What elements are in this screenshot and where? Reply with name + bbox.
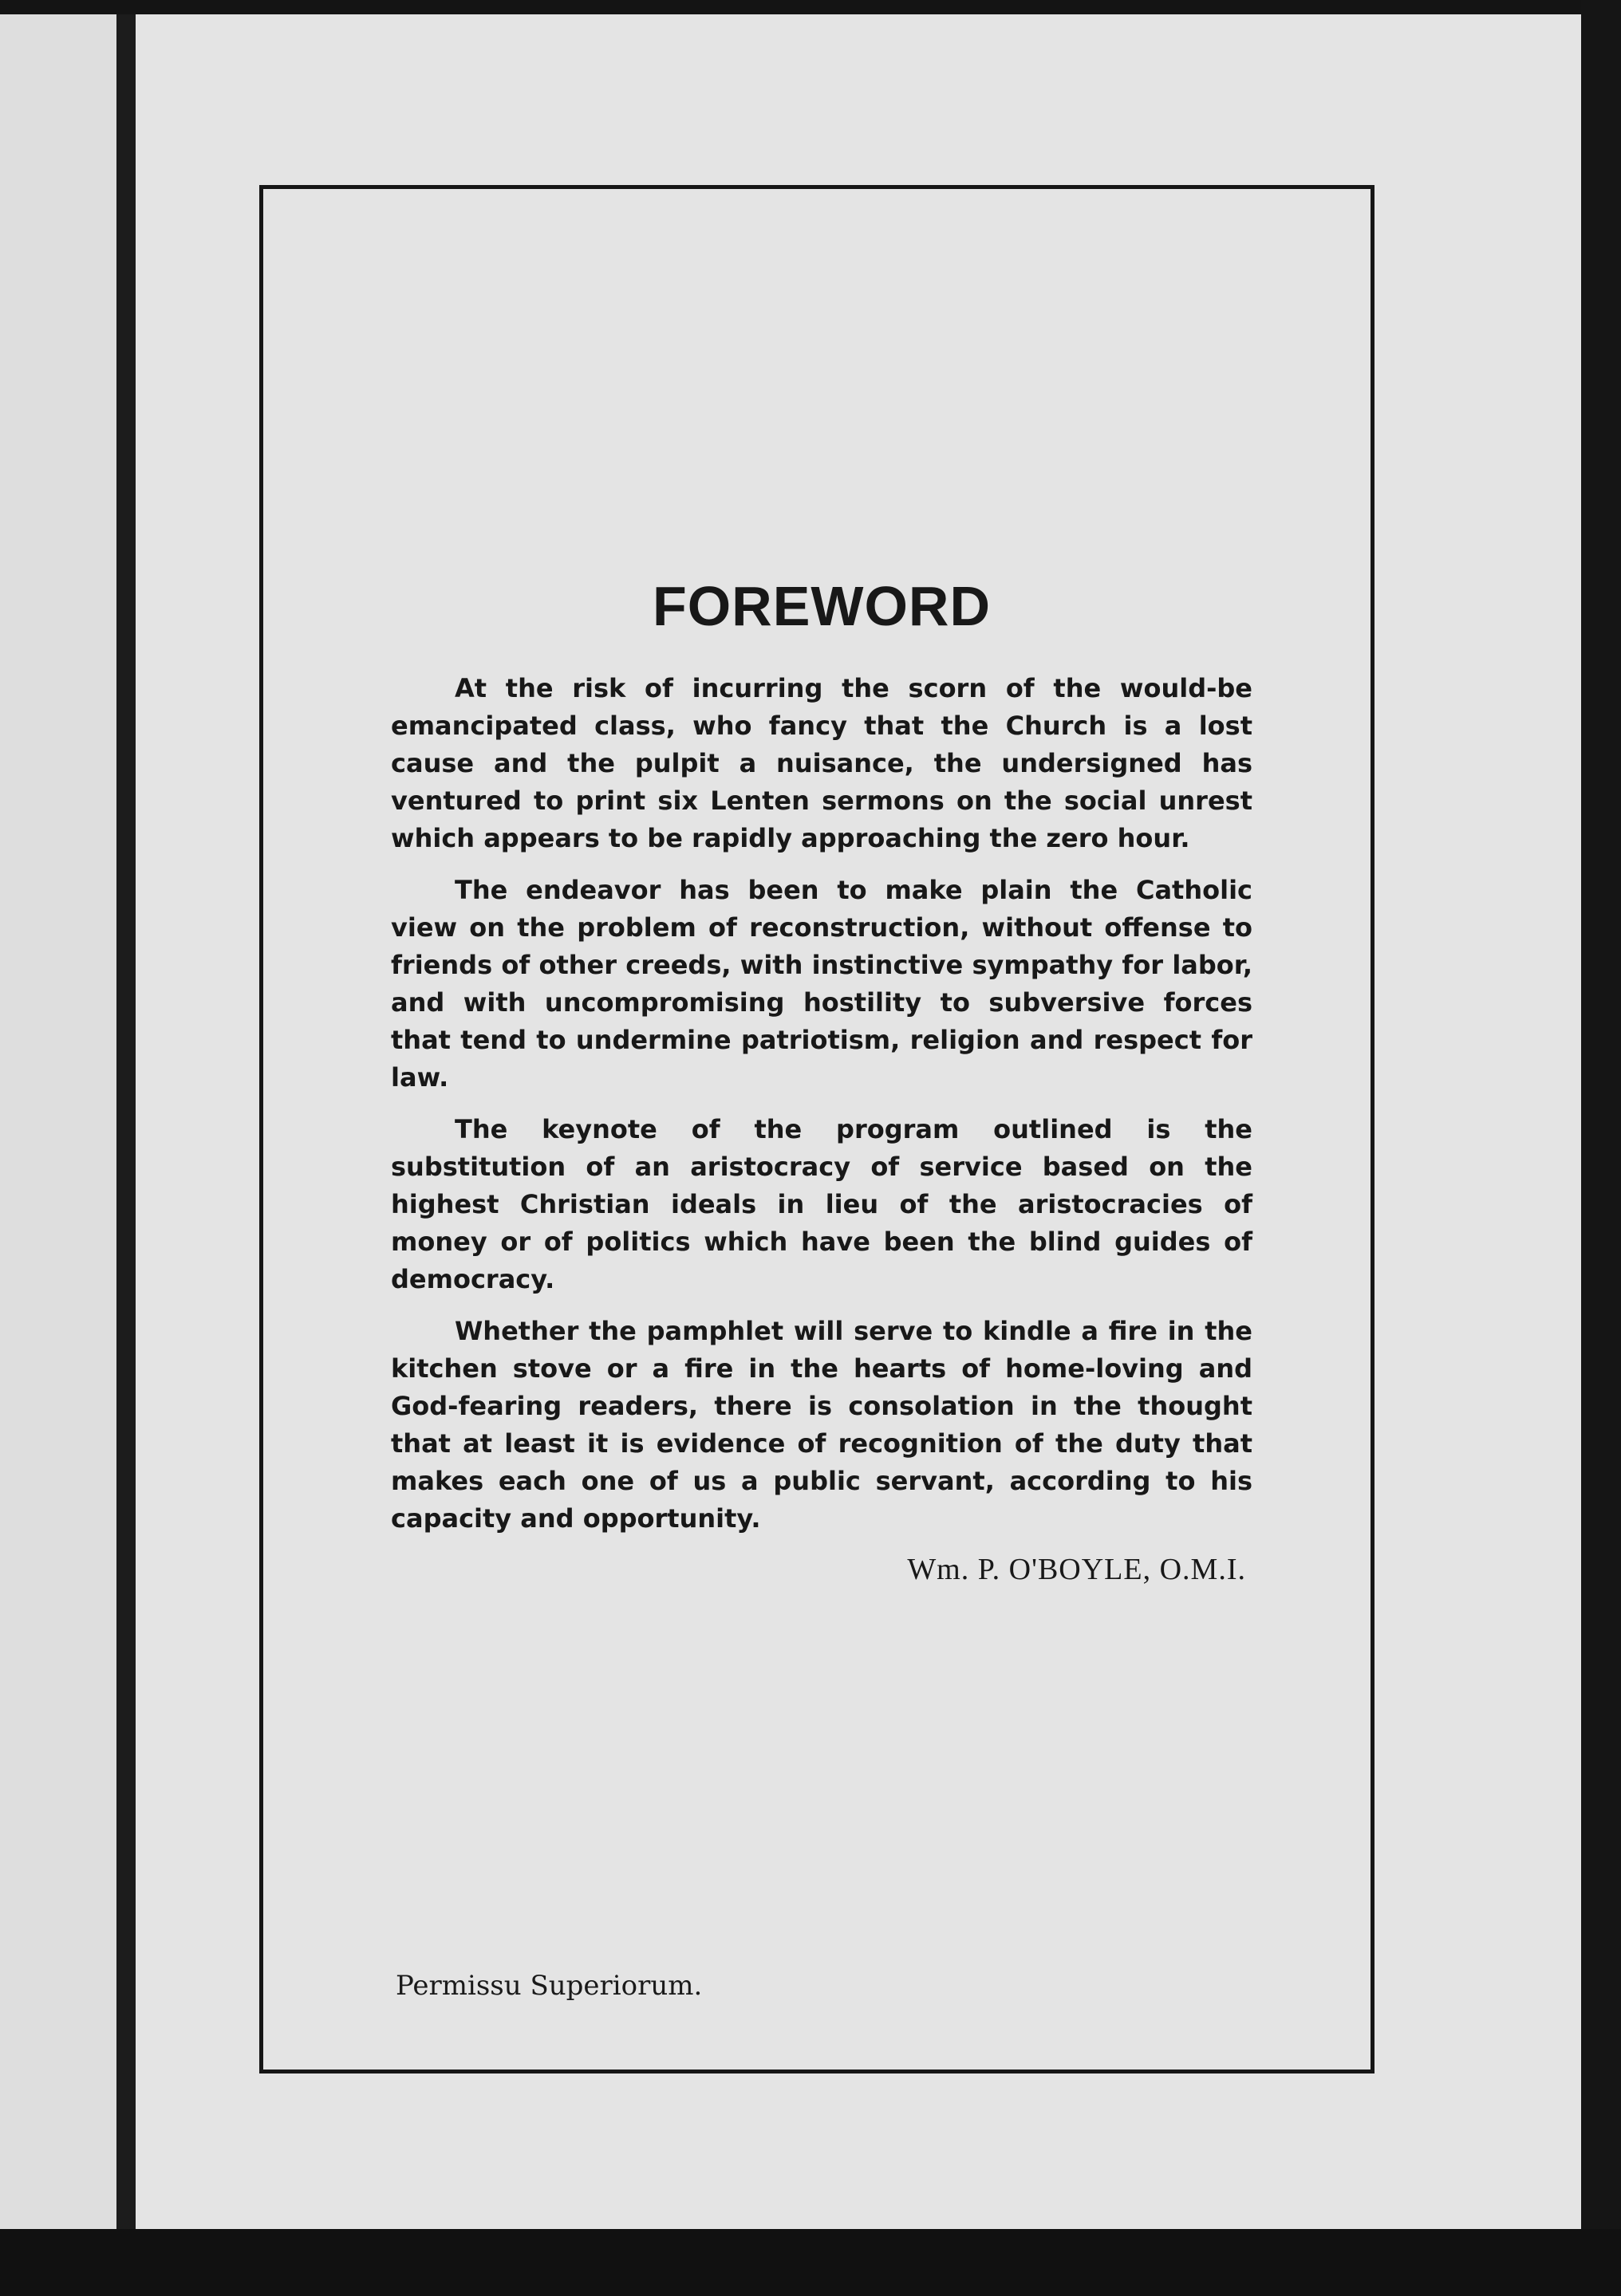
imprimatur-note: Permissu Superiorum. <box>396 1970 703 2002</box>
foreword-section <box>391 574 1252 1587</box>
binding-rule <box>116 14 136 2229</box>
paragraph-1: At the risk of incurring the scorn of the would-be emancipated class, who fancy that the Church is a lost cause and the pulpit a nuisance, the undersigned has ventured to print six Lenten sermons on the social unrest which appears to be rapidly approaching the zero hour. <box>391 673 1252 853</box>
page-title: FOREWORD <box>652 575 992 637</box>
facing-page-strip <box>0 14 118 2229</box>
paragraph-3: The keynote of the program outlined is the substitution of an aristocracy of service based on the highest Christian ideals in lieu of the aristocracies of money or of politics which have been the blind guides of democracy. <box>391 1114 1252 1294</box>
paragraph-2: The endeavor has been to make plain the Catholic view on the problem of reconstruction, without offense to friends of other creeds, with instinctive sympathy for labor, and with uncompromising hostility to subversive forces that tend to undermine patriotism, religion and respect for law. <box>391 875 1252 1093</box>
scan-edge-top <box>0 0 1621 14</box>
author-signature: Wm. P. O'BOYLE, O.M.I. <box>907 1553 1246 1586</box>
scan-edge-bottom <box>0 2229 1621 2296</box>
scan-edge-right <box>1581 0 1621 2296</box>
paragraph-4: Whether the pamphlet will serve to kindle a fire in the kitchen stove or a fire in the hearts of home-loving and God-fearing readers, there is consolation in the thought that at least it is evidence of recognition of the duty that makes each one of us a public servant, according to his capacity and opportunity. <box>391 1316 1252 1534</box>
